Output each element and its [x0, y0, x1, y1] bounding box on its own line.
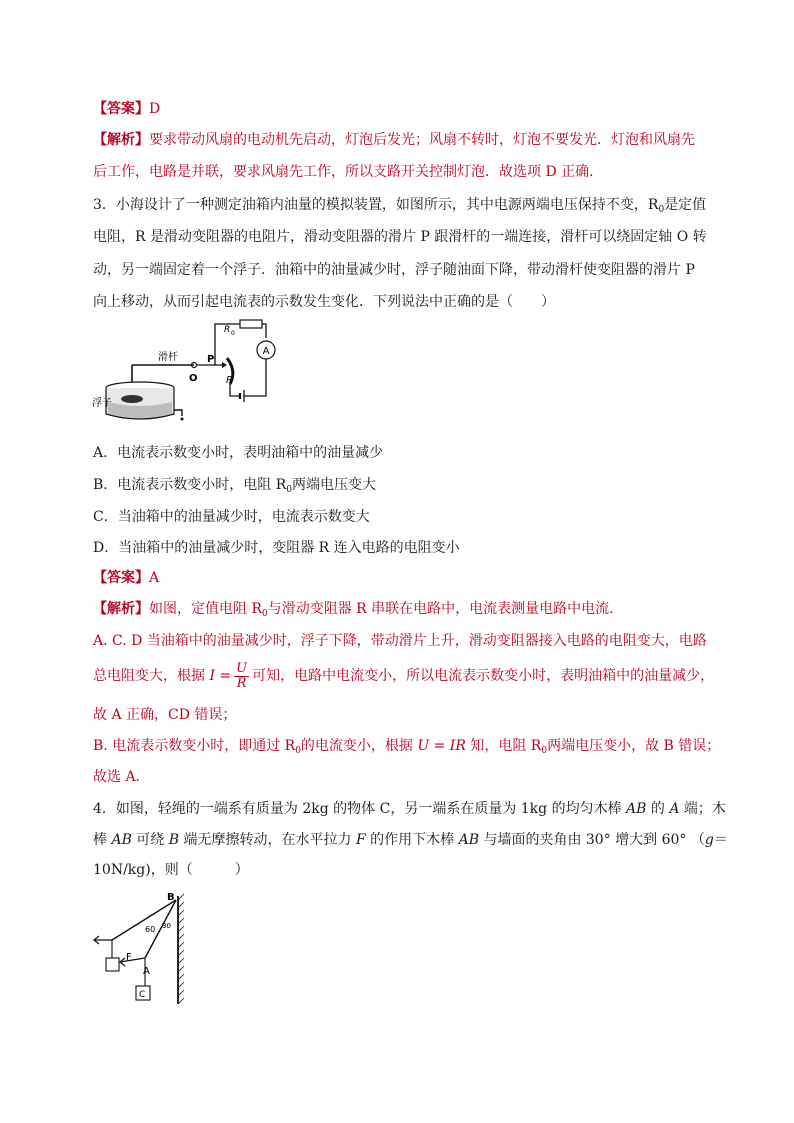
resistor-r0: [240, 320, 262, 328]
option-c[interactable]: C．当油箱中的油量减少时，电流表示数变大: [93, 509, 370, 525]
text: ＝: [713, 832, 728, 848]
analysis-label: 【解析】: [93, 132, 149, 148]
text: 端；木: [679, 801, 726, 817]
text: 两端电压变小，故 B 错误；: [547, 738, 721, 754]
formula-u-ir: U = IR: [417, 738, 466, 754]
q3-text-b: 是定值: [664, 197, 707, 213]
oil-tank-circuit-figure: [90, 318, 290, 430]
italic-ab: AB: [111, 832, 132, 848]
question-3-line-2: 电阻，R 是滑动变阻器的电阻片，滑动变阻器的滑片 P 跟滑杆的一端连接，滑杆可以绕固定轴 O 转: [93, 229, 707, 245]
text: 端无摩擦转动，在水平拉力: [179, 832, 356, 848]
text: 可知，电路中电流变小，所以电流表示数变小时，表明油箱中的油量减少，: [252, 668, 715, 684]
analysis-2-line-2: A. C. D 当油箱中的油量减少时，浮子下降，带动滑片上升，滑动变阻器接入电路的电阻变大，电路: [93, 633, 707, 649]
float: [121, 395, 143, 403]
option-a[interactable]: A．电流表示数变小时，表明油箱中的油量减少: [93, 445, 384, 461]
analysis-text: 要求带动风扇的电动机先启动，灯泡后发光；风扇不转时，灯泡不要发光．灯泡和风扇先: [149, 132, 695, 148]
text: 总电阻变大，根据: [93, 668, 205, 684]
rod-wall-figure: [90, 888, 190, 1008]
subscript: 0: [541, 746, 548, 756]
question-4-line-2: [93, 830, 728, 850]
slider-label: P: [207, 354, 215, 365]
denominator: R: [236, 675, 247, 691]
option-b-tail: 两端电压变大: [292, 477, 377, 493]
rod-60: [112, 900, 176, 940]
text: 的: [646, 801, 670, 817]
answer-line-2: [93, 568, 159, 588]
text: 知，电阻 R: [470, 738, 542, 754]
text: 棒: [93, 832, 112, 848]
r-label: R: [226, 375, 233, 386]
analysis-line-1: [93, 130, 695, 150]
italic-f: F: [355, 832, 366, 848]
analysis-2-line-5: [93, 736, 720, 761]
analysis-line-2: 后工作，电路是并联，要求风扇先工作，所以支路开关控制灯泡．故选项 D 正确．: [93, 164, 604, 180]
pivot-label: O: [189, 373, 198, 384]
italic-ab: AB: [458, 832, 479, 848]
label-b: B: [167, 892, 175, 903]
label-60: 60: [145, 925, 156, 934]
analysis-2-line-3: [93, 660, 714, 692]
numerator: U: [236, 660, 248, 676]
answer-label: 【答案】: [93, 101, 149, 117]
label-f: F: [126, 952, 132, 963]
answer-value: D: [149, 101, 161, 117]
italic-b: B: [168, 832, 180, 848]
text: 如图，定值电阻 R: [149, 601, 262, 617]
q3-text-a: 3．小海设计了一种测定油箱内油量的模拟装置，如图所示，其中电源两端电压保持不变，R: [93, 197, 659, 213]
question-4-line-3: 10N/kg)，则（ ）: [93, 862, 249, 878]
tap: [174, 410, 182, 416]
answer-value: A: [149, 570, 160, 586]
analysis-2-line-1: [93, 599, 623, 624]
formula-lhs: I =: [209, 668, 232, 684]
question-3-line-3: 动，另一端固定着一个浮子．油箱中的油量减少时，浮子随油面下降，带动滑杆使变阻器的滑片 P: [93, 262, 695, 278]
r0-label: R: [224, 325, 231, 335]
analysis-2-line-4: 故 A 正确，CD 错误；: [93, 707, 237, 723]
italic-g: g: [704, 832, 714, 848]
rod-label: 滑杆: [158, 352, 178, 363]
text: 4．如图，轻绳的一端系有质量为 2kg 的物体 C，另一端系在质量为 1kg 的均匀木棒: [93, 801, 627, 817]
option-b[interactable]: [93, 475, 376, 500]
subscript: 0: [286, 485, 293, 495]
block-c-upper: [106, 958, 119, 971]
float-label: 浮子: [92, 398, 112, 409]
label-a: A: [143, 966, 150, 977]
question-4-line-1: [93, 799, 726, 819]
text: 的电流变小，根据: [300, 738, 413, 754]
subscript: 0: [262, 609, 268, 619]
label-c: C: [139, 990, 146, 1000]
italic-a: A: [669, 801, 680, 817]
text: 与滑动变阻器 R 串联在电路中，电流表测量电路中电流．: [267, 601, 624, 617]
label-30: 30: [162, 922, 171, 930]
option-b-text: B．电流表示数变小时，电阻 R: [93, 477, 287, 493]
subscript: 0: [295, 746, 301, 756]
option-d[interactable]: D．当油箱中的油量减少时，变阻器 R 连入电路的电阻变小: [93, 540, 460, 556]
text: 可绕: [131, 832, 169, 848]
answer-line-1: [93, 99, 160, 119]
italic-ab: AB: [626, 801, 647, 817]
answer-label: 【答案】: [93, 570, 149, 586]
text: 的作用下木棒: [365, 832, 459, 848]
subscript: 0: [658, 205, 665, 215]
question-3-line-4: 向上移动，从而引起电流表的示数发生变化．下列说法中正确的是（ ）: [93, 294, 555, 310]
fraction-u-over-r: [234, 662, 249, 691]
analysis-label: 【解析】: [93, 601, 149, 617]
analysis-2-line-6: 故选 A．: [93, 769, 150, 785]
text: B. 电流表示数变小时，即通过 R: [93, 738, 296, 754]
question-3-line-1: [93, 195, 706, 220]
text: 与墙面的夹角由 30° 增大到 60° （: [479, 832, 705, 848]
ammeter-label: A: [262, 346, 270, 357]
r0-sub: 0: [231, 330, 235, 337]
